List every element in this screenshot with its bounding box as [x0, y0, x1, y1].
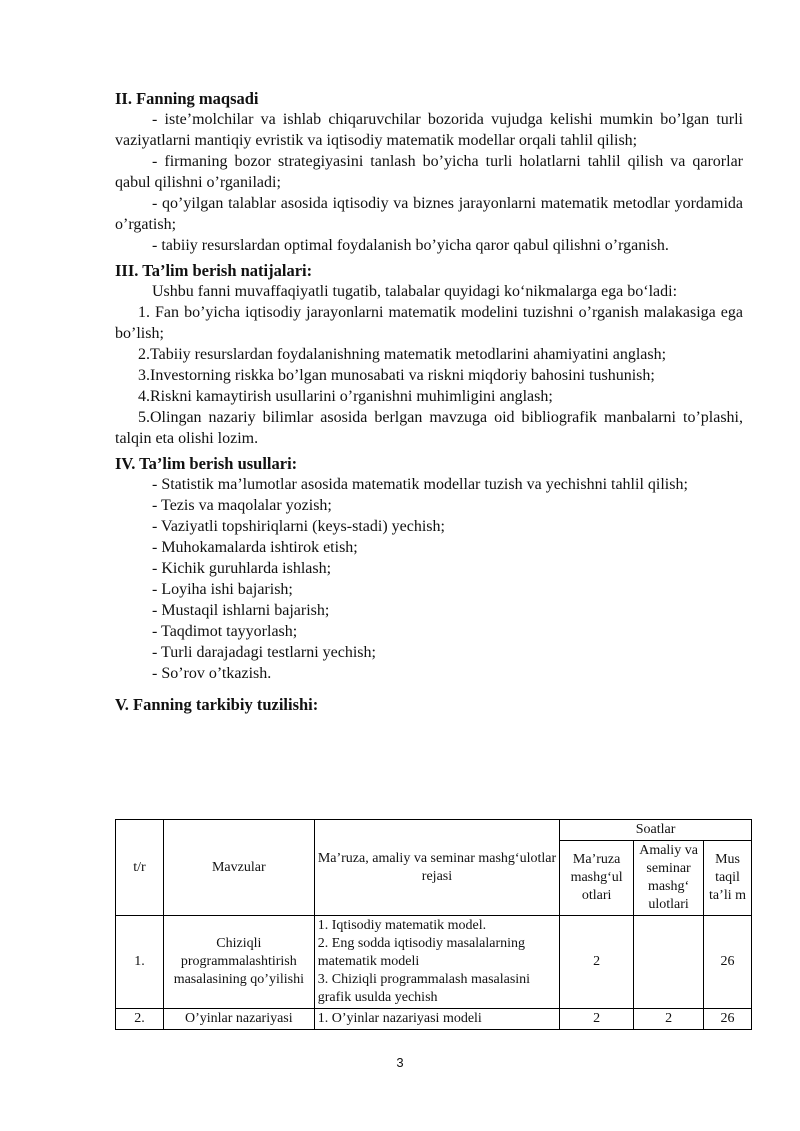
list-item: - Turli darajadagi testlarni yechish;: [152, 644, 376, 661]
list-item: - Muhokamalarda ishtirok etish;: [152, 539, 358, 556]
section-5-heading: V. Fanning tarkibiy tuzilishi:: [115, 695, 319, 714]
section-3-item: 1. Fan bo’yicha iqtisodiy jarayonlarni matematik modelini tuzishni o’rganish malakasiga ega bo’lish;: [115, 304, 743, 342]
section-3-intro: Ushbu fanni muvaffaqiyatli tugatib, talabalar quyidagi ko‘nikmalarga ega bo‘ladi:: [152, 283, 678, 300]
document-body: [115, 88, 743, 715]
plan-item: 2. Eng sodda iqtisodiy masalalarning matematik modeli: [317, 936, 526, 969]
col-header-practice: Amaliy va seminar mashg‘ ulotlari: [634, 841, 704, 916]
list-item: - Vaziyatli topshiriqlarni (keys-stadi) yechish;: [152, 518, 445, 535]
table-row: [116, 916, 752, 1009]
row-lecture-hours: 2: [560, 1009, 634, 1030]
row-topic: O’yinlar nazariyasi: [163, 1009, 314, 1030]
section-2-item: - firmaning bozor strategiyasini tanlash bo’yicha turli holatlarni tahlil qilish va qarorlar qabul qilishni o’rganiladi;: [115, 153, 743, 191]
plan-item: 1. O’yinlar nazariyasi modeli: [317, 1011, 482, 1026]
row-practice-hours: [634, 916, 704, 1009]
row-plan: [314, 1009, 559, 1030]
col-header-tr: t/r: [116, 820, 164, 916]
row-number: 1.: [116, 916, 164, 1009]
list-item: - Tezis va maqolalar yozish;: [152, 497, 332, 514]
col-header-hours: Soatlar: [560, 820, 752, 841]
col-header-lectures: Ma’ruza mashg‘ul otlari: [560, 841, 634, 916]
row-plan: [314, 916, 559, 1009]
row-lecture-hours: 2: [560, 916, 634, 1009]
section-3-item: 3.Investorning riskka bo’lgan munosabati va riskni miqdoriy bahosini tushunish;: [138, 367, 655, 384]
row-number: 2.: [116, 1009, 164, 1030]
list-item: - Mustaqil ishlarni bajarish;: [152, 602, 330, 619]
section-3-item: 5.Olingan nazariy bilimlar asosida berlgan mavzuga oid bibliografik manbalarni to’plashi, talqin eta olishi lozim.: [115, 409, 743, 447]
list-item: - Kichik guruhlarda ishlash;: [152, 560, 332, 577]
section-3-item: 4.Riskni kamaytirish usullarini o’rganishni muhimligini anglash;: [138, 388, 553, 405]
section-4-list: [115, 495, 743, 684]
list-item: - Loyiha ishi bajarish;: [152, 581, 293, 598]
section-3-heading: III. Ta’lim berish natijalari:: [115, 261, 313, 280]
col-header-topics: Mavzular: [163, 820, 314, 916]
plan-item: 1. Iqtisodiy matematik model.: [317, 918, 487, 933]
row-topic: Chiziqli programmalashtirish masalasining qo’yilishi: [163, 916, 314, 1009]
section-2-item: - tabiiy resurslardan optimal foydalanish bo’yicha qaror qabul qilishni o’rganish.: [152, 237, 669, 254]
table-row: [116, 1009, 752, 1030]
section-4-heading: IV. Ta’lim berish usullari:: [115, 454, 298, 473]
row-independent-hours: 26: [704, 916, 752, 1009]
course-structure-table: [115, 819, 752, 1030]
row-independent-hours: 26: [704, 1009, 752, 1030]
section-2-item: - qo’yilgan talablar asosida iqtisodiy va biznes jarayonlarni matematik metodlar yordamida o’rgatish;: [115, 195, 743, 233]
section-4-first-item: - Statistik ma’lumotlar asosida matematik modellar tuzish va yechishni tahlil qilish;: [152, 476, 688, 493]
list-item: - Taqdimot tayyorlash;: [152, 623, 298, 640]
page-number: 3: [396, 1055, 404, 1070]
section-2-item: - iste’molchilar va ishlab chiqaruvchilar bozorida vujudga kelishi mumkin bo’lgan turli vaziyatlarni mantiqiy evristik va iqtisodiy matematik modellar orqali tahlil qilish;: [115, 111, 743, 149]
section-2-heading: II. Fanning maqsadi: [115, 89, 259, 108]
col-header-plan: Ma’ruza, amaliy va seminar mashg‘ulotlar rejasi: [314, 820, 559, 916]
plan-item: 3. Chiziqli programmalash masalasini grafik usulda yechish: [317, 972, 531, 1005]
table-header-row: [116, 820, 752, 841]
col-header-independent: Mus taqil ta’li m: [704, 841, 752, 916]
list-item: - So’rov o’tkazish.: [152, 665, 272, 682]
row-practice-hours: 2: [634, 1009, 704, 1030]
section-3-item: 2.Tabiiy resurslardan foydalanishning matematik metodlarini ahamiyatini anglash;: [138, 346, 667, 363]
